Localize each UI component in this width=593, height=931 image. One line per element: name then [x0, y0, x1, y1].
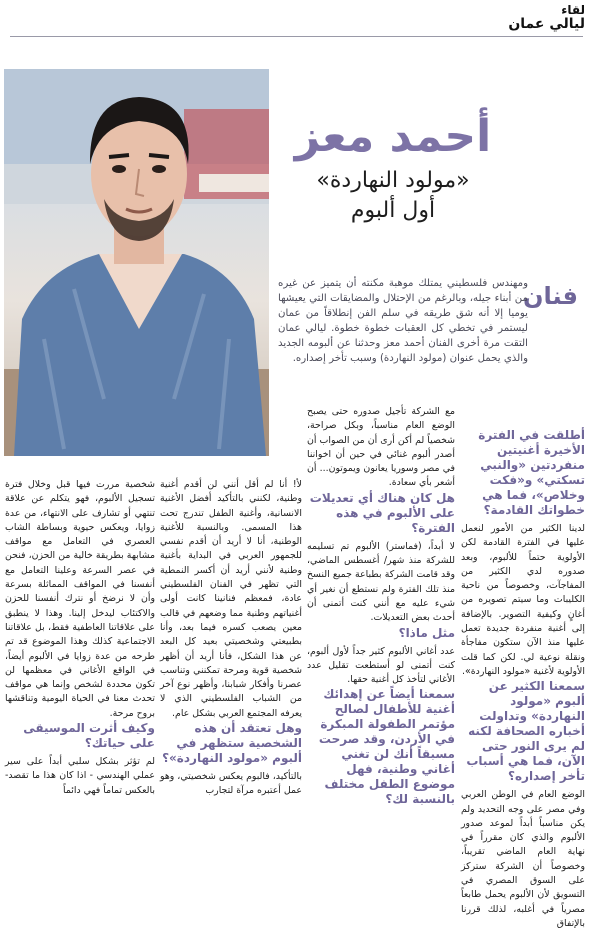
interview-answer: لدينا الكثير من الأمور لنعمل عليها في الفترة القادمة لكن الأولوية حتماً للألبوم، وبعد صدوره لدي الكثير من المفاجآت، وخصوصاً من ناحية الكليبات وما سيتم تصويره من أغانٍ وكيفية التصوير. بالإضافة إلى أغنية منفردة جديدة تعمل عليها منذ الآن ستكون مفاجأة ونقلة نوعية لي. لكن كما قلت الأولوية لأغنية «مولود النهاردة». [461, 523, 585, 677]
headline-subtitle-1: «مولود النهاردة» [316, 168, 470, 193]
magazine-brand [508, 4, 585, 32]
article-column-3 [160, 478, 302, 799]
interview-answer: بالتأكيد، فالبوم يعكس شخصيتي، وهو عمل أعتبره مرآة لتجارب [160, 771, 302, 797]
interview-answer: الوضع العام في الوطن العربي وفي مصر على وجه التحديد ولم يكن مناسباً أبداً لموعد صدور الألبوم والذي كان مقرراً في نهاية العام الماضي تقريباً، وخصوصاً أن الشركة ستركز على السوق المصري في التسويق لأن الألبوم يحمل طابعاً مصرياً في أغلبه، لذلك قررنا بالإتفاق [461, 789, 585, 929]
artist-portrait-image [4, 69, 269, 456]
interview-question: مثل ماذا؟ [398, 625, 455, 640]
artist-name: أحمد معز [294, 111, 492, 162]
article-column-4 [5, 478, 155, 798]
interview-answer: عدد أغاني الألبوم كثير جداً لأول ألبوم، كنت أتمنى لو أستطعت تقليل عدد الأغاني لتأخذ كل أغنية حقها. [307, 645, 455, 686]
section-label: لقاء [561, 3, 585, 17]
interview-answer: لا أبداً، (فماستر) الألبوم تم تسليمه للشركة منذ شهر/ أغسطس الماضي، وقد قامت الشركة بطباعة جميع النسخ منذ تلك الفترة ولم نستطع أن نغير أي شيء عليه مع أنني كنت أتمنى أن أحدث بعض التعديلات. [307, 540, 455, 624]
intro-paragraph: ومهندس فلسطيني يمتلك موهبة مكنته أن يتميز عن غيره من أبناء جيله، وبالرغم من الإحتلال والمضايقات التي يعيشها يوميا إلا أنه شق طريقه في سلم الفن إنطلاقاً من عمان ليستمر في تخطي كل العقبات خطوة خطوة. ليالي عمان التقت مرة أخرى الفنان أحمد معز وحدثنا عن ألبومه الجديد والذي يحمل عنوان (مولود النهاردة) وسبب تأخر إصداره. [278, 278, 528, 364]
interview-question: سمعنا أيضاً عن إهدائك أغنية للأطفال لصالح مؤتمر الطفولة المبكرة في الأردن، وقد صرحت مسبقاً أنك لن تغني أغاني وطنية، فهل موضوع الطفل مختلف بالنسبة لك؟ [318, 687, 455, 807]
article-column-1 [461, 428, 585, 931]
headline-subtitle-2: أول ألبوم [350, 198, 436, 223]
interview-question: وكيف أثرت الموسيقى على حياتك؟ [23, 721, 155, 751]
interview-question: أطلقت في الفترة الأخيرة أغنيتين منفردتين «والنبي تسكتي» و«فكت وخلاص»، فما هي خطواتك القادمة؟ [478, 428, 585, 517]
interview-answer: لأ! أنا لم أقل أنني لن أقدم أغنية وطنية، لكنني بالتأكيد أفضل الأغنية الانسانية، وأغنية الطفل تندرج تحت هذا المسمى. وبالنسبة للأغنية الوطنية، أنا لا أريد أن أقدم نفسي للجمهور العربي في البداية بأغنية وطنية لأنني أريد أن أكسر النمطية التي تظهر في الفنان الفلسطيني عادة، فمعظم فنانينا كانت أولى أغنياتهم وطنية مما وضعهم في قالب معين يصعب كسره فيما بعد، وأنا بطبيعتي وشخصيتي بعيد كل البعد عن هذا الشكل، فأنا أريد أن أظهر شخصية قوية ومرحة تمكنني وتناسب عصرنا وأفكار شبابنا، وأظهر نوع آخر من الشباب الفلسطيني الذي لا يعرفه المجتمع العربي بشكل عام. [160, 479, 302, 719]
interview-question: سمعنا الكثير عن ألبوم «مولود النهاردة» وتداولت أخباره الصحافة لكنه لم يرى النور حتى الآن، فما هي أسباب تأخر إصداره؟ [466, 679, 585, 784]
article-column-2 [307, 405, 455, 811]
intro-lead-word: فنان [522, 282, 578, 310]
interview-question: هل كان هناك أي تعديلات على الألبوم في هذه الفترة؟ [309, 490, 455, 535]
header-divider [10, 36, 583, 37]
interview-question: وهل تعتقد أن هذه الشخصية ستظهر في ألبوم «مولود النهاردة»؟ [162, 721, 302, 766]
article-headline [248, 112, 538, 226]
interview-answer: شخصية مررت فيها قبل وخلال فترة تسجيل الألبوم، فهو يتكلم عن علاقة تنتهي أو تشارف على الانتهاء، من عدة زوايا، ويعكس حيوية وبساطة الشاب العصري في التعامل مع مواقف مشابهة بطريقة خالية من الحزن، فنحن في عصر السرعة وعلينا التعامل مع أنفسنا في المواقف المماثلة بسرعة وأن لا نرضخ أو نترك أنفسنا للحزن والاكتئاب ليدخل إلينا. وهذا لا ينطبق على علاقاتنا العاطفية فقط، بل علاقاتنا الاجتماعية كذلك وهذا الموضوع قد تم طرحه من عدة زوايا في الألبوم أيضاً، في الواقع الأغاني في معظمها لن تكون محددة لشخص وإنما هي مواقف تحدث معنا في الحياة اليومية وتناقشها بروح مرحة. [5, 479, 155, 719]
magazine-logo: ليالي عمان [508, 16, 585, 32]
interview-answer: مع الشركة تأجيل صدوره حتى يصبح الوضع العام مناسباً، وبكل صراحة، شخصياً لم أكن أرى أن من الصواب أن أصدر ألبوم غنائي في حين أن اخواننا في مصر وسوريا يعانون ويموتون... أن أشعر بأي سعادة. [307, 406, 455, 489]
interview-answer: لم تؤثر بشكل سلبي أبداً على سير عملي الهندسي - اذا كان هذا ما تقصد- بالعكس تماماً فهي دائماً [5, 756, 155, 796]
artist-photo [4, 69, 269, 456]
